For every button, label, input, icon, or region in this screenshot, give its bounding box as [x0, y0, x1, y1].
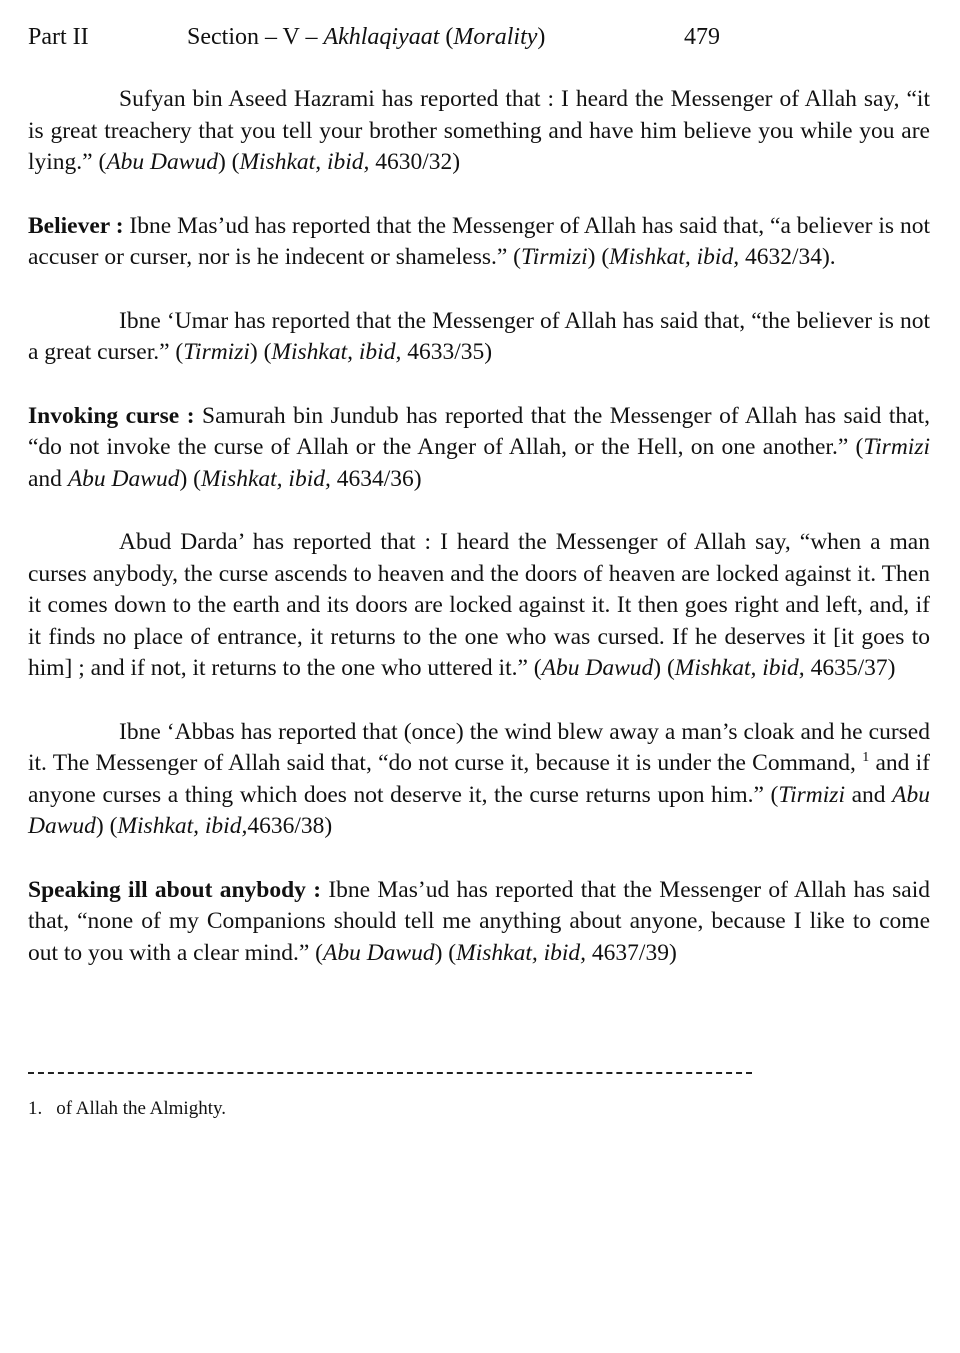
source-citation: Abu Dawud — [541, 655, 654, 681]
footnote-divider — [28, 1072, 752, 1074]
reference-citation: Mishkat, ibid, — [609, 244, 740, 270]
citation-separator: ) ( — [434, 939, 457, 966]
page-body — [28, 84, 930, 1001]
citation-separator: ) ( — [217, 149, 240, 175]
reference-number: 4636/38) — [247, 813, 333, 839]
section-paren-open: ( — [439, 24, 454, 50]
part-label: Part II — [28, 24, 89, 50]
section-heading: Invoking curse : — [28, 402, 195, 429]
section-heading: Speaking ill about anybody : — [28, 876, 322, 903]
reference-citation: Mishkat, ibid, — [456, 939, 587, 966]
paragraph-abud-darda — [28, 527, 930, 685]
section-title — [187, 20, 545, 54]
source-citation-2: Abu Dawud — [28, 781, 930, 839]
paragraph-ibne-abbas — [28, 717, 930, 843]
paragraph-invoking-curse — [28, 401, 930, 496]
paragraph-text: Ibne Mas’ud has reported that the Messenger of Allah has said that, “a believer is not accuser or curser, nor is he indecent or shameless.” ( — [28, 212, 930, 270]
citation-conjunction: and — [844, 781, 893, 808]
paragraph-text: Samurah bin Jundub has reported that the Messenger of Allah has said that, “do not invoke the curse of Allah or the Anger of Allah, or the Hell, on one another.” ( — [28, 402, 930, 460]
footnote-text: of Allah the Almighty. — [56, 1098, 227, 1119]
page-header — [28, 20, 930, 54]
reference-citation: Mishkat, ibid, — [239, 149, 370, 175]
reference-number: 4630/32) — [369, 149, 461, 175]
reference-number: 4632/34). — [739, 244, 836, 270]
section-prefix: Section – V – — [187, 24, 324, 50]
paragraph-text: Ibne Mas’ud has reported that the Messenger of Allah has said that, “none of my Companions should tell me anything about anyone, because I like to come out to you with a clear mind.” ( — [28, 876, 930, 966]
reference-citation: Mishkat, ibid, — [674, 655, 805, 681]
reference-number: 4634/36) — [330, 465, 422, 492]
paragraph-speaking-ill — [28, 875, 930, 970]
footnote-reference[interactable]: 1 — [862, 750, 870, 765]
reference-citation: Mishkat, ibid, — [271, 339, 402, 365]
reference-number: 4633/35) — [401, 339, 493, 365]
footnote — [28, 1096, 226, 1122]
citation-separator: ) ( — [179, 465, 201, 492]
page-number: 479 — [684, 24, 720, 50]
paragraph-sufyan — [28, 84, 930, 179]
reference-citation: Mishkat, ibid, — [117, 813, 248, 839]
reference-number: 4635/37) — [804, 655, 896, 681]
citation-separator: ) ( — [95, 813, 118, 839]
section-name: Akhlaqiyaat — [323, 24, 440, 50]
source-citation: Abu Dawud — [106, 149, 218, 175]
source-citation: Tirmizi — [863, 434, 930, 460]
source-citation: Tirmizi — [521, 244, 588, 270]
source-citation: Abu Dawud — [322, 939, 435, 966]
paragraph-text: Ibne ‘Umar has reported that the Messenger of Allah has said that, “the believer is not a great curser.” ( — [28, 307, 930, 365]
source-citation: Tirmizi — [183, 339, 250, 365]
source-citation: Tirmizi — [778, 781, 845, 808]
citation-separator: ) ( — [249, 339, 272, 365]
paragraph-text-continued: and if anyone curses a thing which does not deserve it, the curse returns upon him.” ( — [28, 750, 930, 808]
citation-separator: ) ( — [653, 655, 675, 681]
paragraph-text: Abud Darda’ has reported that : I heard the Messenger of Allah say, “when a man curses anybody, the curse ascends to heaven and the doors of heaven are locked against it. Then it comes down to the earth and its doors are locked against it. It then goes right and left, and, if it finds no place of entrance, it returns to the one who was cursed. If he deserves it [it goes to him] ; and if not, it returns to the one who uttered it.” ( — [28, 529, 930, 681]
reference-number: 4637/39) — [586, 939, 677, 966]
section-heading: Believer : — [28, 212, 124, 239]
paragraph-ibne-umar — [28, 306, 930, 369]
section-translation: Morality — [453, 24, 538, 50]
paragraph-text: Sufyan bin Aseed Hazrami has reported that : I heard the Messenger of Allah say, “it is great treachery that you tell your brother something and have him believe you while you are lying.” ( — [28, 86, 930, 175]
section-paren-close: ) — [537, 24, 546, 50]
reference-citation: Mishkat, ibid, — [200, 465, 331, 492]
citation-conjunction: and — [28, 465, 68, 492]
paragraph-text: Ibne ‘Abbas has reported that (once) the wind blew away a man’s cloak and he cursed it. The Messenger of Allah said that, “do not curse it, because it is under the Command, — [28, 718, 930, 776]
paragraph-believer — [28, 211, 930, 274]
source-citation-2: Abu Dawud — [67, 465, 180, 492]
footnote-number: 1. — [28, 1098, 43, 1119]
citation-separator: ) ( — [587, 244, 610, 270]
